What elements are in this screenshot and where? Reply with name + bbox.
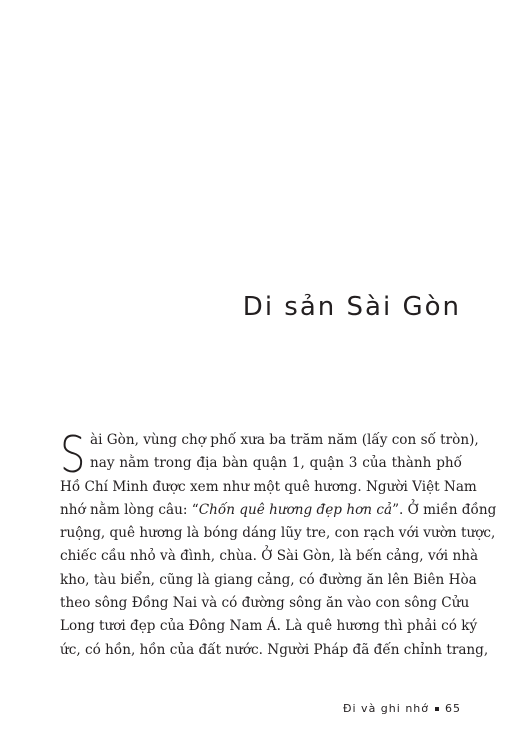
page-footer xyxy=(343,702,461,715)
chapter-title: Di sản Sài Gòn xyxy=(242,292,461,322)
separator-square-icon xyxy=(435,707,439,711)
text-line: ức, có hồn, hồn của đất nước. Người Pháp đã đến chỉnh trang, xyxy=(60,641,489,658)
text-line: nay nằm trong địa bàn quận 1, quận 3 của thành phố xyxy=(90,455,462,472)
text-line: Long tươi đẹp của Đông Nam Á. Là quê hương thì phải có ký xyxy=(60,618,478,635)
quoted-phrase: Chốn quê hương đẹp hơn cả xyxy=(198,501,393,518)
text-line-mixed xyxy=(60,499,497,522)
text-line: ài Gòn, vùng chợ phố xưa ba trăm năm (lấy con số tròn), xyxy=(90,432,479,448)
running-title: Đi và ghi nhớ xyxy=(342,702,429,715)
text-line: theo sông Đồng Nai và có đường sông ăn vào con sông Cửu xyxy=(60,595,470,612)
text-segment: nhớ nằm lòng câu: “ xyxy=(60,501,199,518)
page-number: 65 xyxy=(445,702,461,715)
text-line: chiếc cầu nhỏ và đình, chùa. Ở Sài Gòn, là bến cảng, với nhà xyxy=(60,548,479,565)
body-paragraph xyxy=(60,426,497,662)
drop-cap: S xyxy=(60,426,86,484)
text-line: kho, tàu biển, cũng là giang cảng, có đường ăn lên Biên Hòa xyxy=(60,571,477,588)
text-segment: ”. Ở miền đồng xyxy=(392,501,497,518)
text-line: Hồ Chí Minh được xem như một quê hương. Người Việt Nam xyxy=(60,478,477,495)
text-line: ruộng, quê hương là bóng dáng lũy tre, con rạch với vườn tược, xyxy=(60,525,496,542)
